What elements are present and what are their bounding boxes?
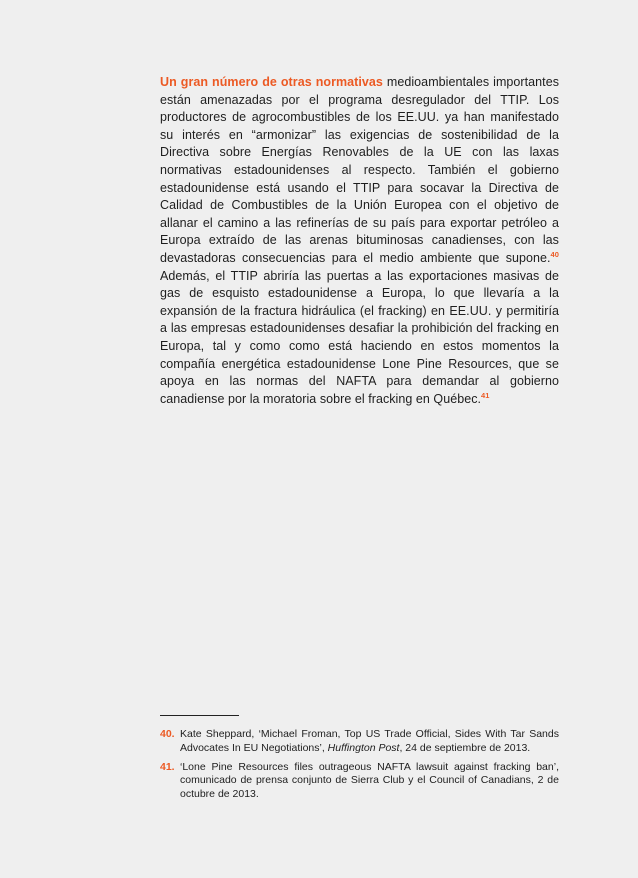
footnote-number: 40. <box>160 728 175 740</box>
paragraph-text-part1: medioambientales importantes están amenazadas por el programa desregulador del TTIP. Los productores de agrocombustibles de los EE.UU. ya han manifestado su interés en “armonizar” las exigencias de sostenibilidad de la Directiva sobre Energías Renovables de la UE con las laxas normativas estadounidenses al respecto. También el gobierno estadounidense está usando el TTIP para socavar la Directiva de Calidad de Combustibles de la Unión Europea con el objetivo de allanar el camino a las refinerías de su país para exportar petróleo a Europa extraído de las arenas bituminosas canadienses, con las devastadoras consecuencias para el medio ambiente que supone. <box>160 75 559 265</box>
footnote-item <box>160 728 559 756</box>
paragraph-text-part2: Además, el TTIP abriría las puertas a las exportaciones masivas de gas de esquisto estadounidense a Europa, lo que llevaría a la expansión de la fractura hidráulica (el fracking) en EE.UU. y permitiría a las empresas estadounidenses desafiar la prohibición del fracking en Europa, tal y como como está haciendo en estos momentos la compañía energética estadounidense Lone Pine Resources, que se apoya en las normas del NAFTA para demandar al gobierno canadiense por la moratoria sobre el fracking en Québec. <box>160 268 559 406</box>
main-paragraph <box>160 74 559 408</box>
footnote-divider <box>160 715 239 716</box>
footnote-reference-40[interactable]: 40 <box>550 249 559 259</box>
footnote-publication: Huffington Post <box>327 741 400 754</box>
footnote-text-before: Kate Sheppard, ‘Michael Froman, Top US Trade Official, Sides With Tar Sands Advocates In EU Negotiations’, <box>180 728 559 754</box>
footnote-number: 41. <box>160 760 175 773</box>
footnote-reference-41[interactable]: 41 <box>481 390 490 400</box>
footnote-text: ‘Lone Pine Resources files outrageous NAFTA lawsuit against fracking ban’, comunicado de prensa conjunto de Sierra Club y el Council of Canadians, 2 de octubre de 2013. <box>180 760 559 801</box>
footnote-item <box>160 761 559 802</box>
lead-phrase: Un gran número de otras normativas <box>160 75 383 89</box>
footnote-text <box>180 728 559 756</box>
footnote-text-after: , 24 de septiembre de 2013. <box>399 741 531 754</box>
footnotes-section <box>160 728 559 807</box>
